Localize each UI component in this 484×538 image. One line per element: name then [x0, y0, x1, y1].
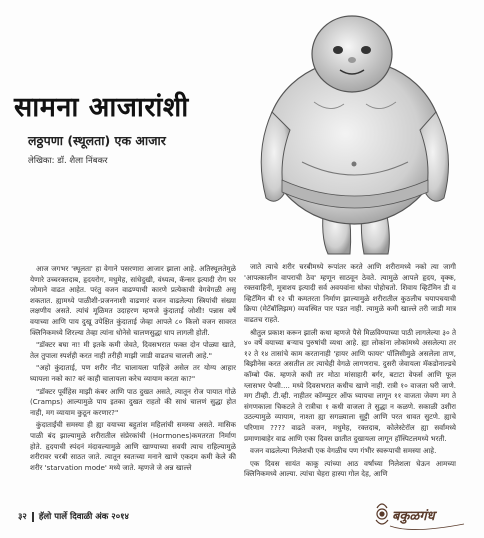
page-number: ३२ — [18, 512, 27, 522]
paragraph: "डॉक्टर पूर्वीहेस माझी कंबर आणि पाठ दुखत असते, त्यातून रोज पायात गोळे (Cramps) आल्यामुळे पाय इतका दुखत राहतो की साधं चालणं सुद्धा होत नाही, मग व्यायाम कुठून करणार?" — [30, 386, 236, 417]
brand-name: बकुळगंध — [392, 509, 435, 524]
paragraph: एक दिवस सायंत काकू त्यांच्या आठ वर्षांच्या निलेशला घेऊन आमच्या क्लिनिकमध्ये आल्या. त्यांचा चेहरा हास्या गोल देह, आणि — [244, 458, 456, 479]
page-footer — [18, 511, 129, 522]
paragraph: आज जगभर 'स्थूलता' हा वेगाने पसरणारा आजार झाला आहे. अतिस्थूलतेमुळे येणारे उच्चरक्तदाब, हृदयरोग, मधुमेह, सांधेदुखी, वंध्यत्व, कॅन्सर इत्यादी रोग घर जोमाने वाढत आहेत. परंतु वजन वाढण्याची कारणे प्रत्येकाची वेगवेगळी असू शकतात. ह्यामध्ये पाळीशी-प्रजननाशी वाढणारं वजन वाढलेल्या स्त्रियांची संख्या लक्षणीय असते. त्यांचं मूळिमत उदाहरण म्हणजे कुंदाताई जोशी! पन्नास वर्षे वयाच्या आणि पाय दुखू उपेक्षित कुंदाताई जेव्हा आपले ८० किलो वजन सावरत क्लिनिकमध्ये शिरल्या तेव्हा त्यांना धोनेसे चालणसुद्धा धाप लागली होती. — [30, 264, 236, 337]
footer-divider — [32, 512, 34, 522]
paragraph: वजन वाढलेल्या निलेशची एक वेगळीच पण गंभीर स्वरूपाची समस्या आहे. — [250, 446, 437, 456]
magazine-name: हॅलो पार्ले दिवाळी अंक २०१४ — [38, 512, 129, 522]
paragraph: कुंदाताईंची समस्या ही ह्या वयाच्या बहुतांश महिलांची समस्या असते. मासिक पाळी बंद झाल्यामुळे शरीरातील संप्रेरकांची (Hormones)कमतरता निर्माण होते. हृदयाची स्पंदनं मंदावल्यामुळे आणि खाण्याच्या सवयी त्याच राहिल्यामुळे शरीरावर चरबी साठत जाते. त्यातून स्वतःच्या मनाने खाणे एकदम कमी केले की शरीर 'starvation mode' मध्ये जाते. म्हणजे जे अन्न खाल्ले — [30, 420, 236, 472]
paragraph: श्रीतुल प्रकाश करून झाली कथा म्हणजे पैसे मिळविण्याच्या पाठी लागलेल्या ३० ते ४० वर्षे वयाच्या बऱ्याच पुरुषांची व्यथा आहे. ह्या लोकांना लोकांमध्ये असलेल्या तर १२ ते १४ तासांचे काम करतानाही 'हायर आणि फायर' पॉलिसीमुळे असलेला ताण, बिझीनेस करत असतील तर त्याचेही वेगळे लागणराच. दुसरी जेवायला मॅकडोनाल्डचे कॉम्बो पॅक. म्हणजे कधी तर मोठा मांसाहारी बर्गर, बटाटा वेफर्स आणि फूल ग्लासभर पेप्सी.... मध्ये दिवसभरात कधीच खाणे नाही. रात्री १० वाजता घरी जाणे. मग टीव्ही. टी.व्ही. नाहीतर कॉम्प्युटर ऑफ घ्यायचा लागून ११ वाजता जेवण मग ते संगणकाला चिकटले ते रात्रीचा १ कधी वाजला ते सुद्धा न कळणे. सकाळी उशीरा उठल्यामुळे व्यायाम, नाश्ता ह्या सगळ्याला सुट्टी आणि परत धावत सुटणे. ह्याचे परिणाम ???? वाढते वजन, मधुमेह, रक्तदाब, कोलेस्टेरॉल ह्या सर्वांमध्ये प्रमाणाबाहेर वाढ आणि एका दिवस छातीत दुखायला लागून हॉस्पिटलमध्ये भरती. — [244, 327, 456, 443]
paragraph: "अहो कुंदाताई, पण शरीर नीट चालायला पाहिजे असेल तर योग्य आहार घ्यायला नको का? बरं काही चालायला करेच व्यायाम करता का?" — [30, 363, 236, 383]
left-column — [30, 264, 236, 510]
right-column — [244, 262, 456, 508]
article-subtitle: लठ्ठपणा (स्थूलता) एक आजार — [28, 133, 166, 148]
obese-figure-illustration — [232, 2, 472, 260]
paragraph: "डॉक्टर बघा ना! मी इतके कमी जेवते, दिवसभरात फक्त दोन पोळ्या खाते, तेल तुपाला स्पर्शही करत नाही तरीही माझी जाडी वाढतच चालली आहे." — [30, 340, 236, 360]
article-author: लेखिका: डॉ. शैला निंबकर — [28, 156, 108, 166]
article-title: सामना आजारांशी — [14, 92, 189, 123]
paragraph: जाते त्याचे शरीर चरबीमध्ये रूपांतर करते आणि शरीरामध्ये नको त्या जागी 'आपत्कालीन वापराची ठेव' म्हणून साठवून ठेवते. त्यामुळे आपले हृदय, वृक्क, रक्तवाहिनी, मूत्राशय इत्यादी सर्व अवयवांना धोका पोहोचतो. शिवाय व्हिटॅमिन डी व व्हिटॅमिन बी १२ ची कमतरता निर्माण झाल्यामुळे शरीरातील कुठलीच चयापचयाची क्रिया (मेटॅबॉलिझम) व्यवस्थित पार पडत नाही. त्यामुळे कमी खाल्ले तरी जाडी मात्र वाढतच राहते. — [244, 262, 456, 324]
